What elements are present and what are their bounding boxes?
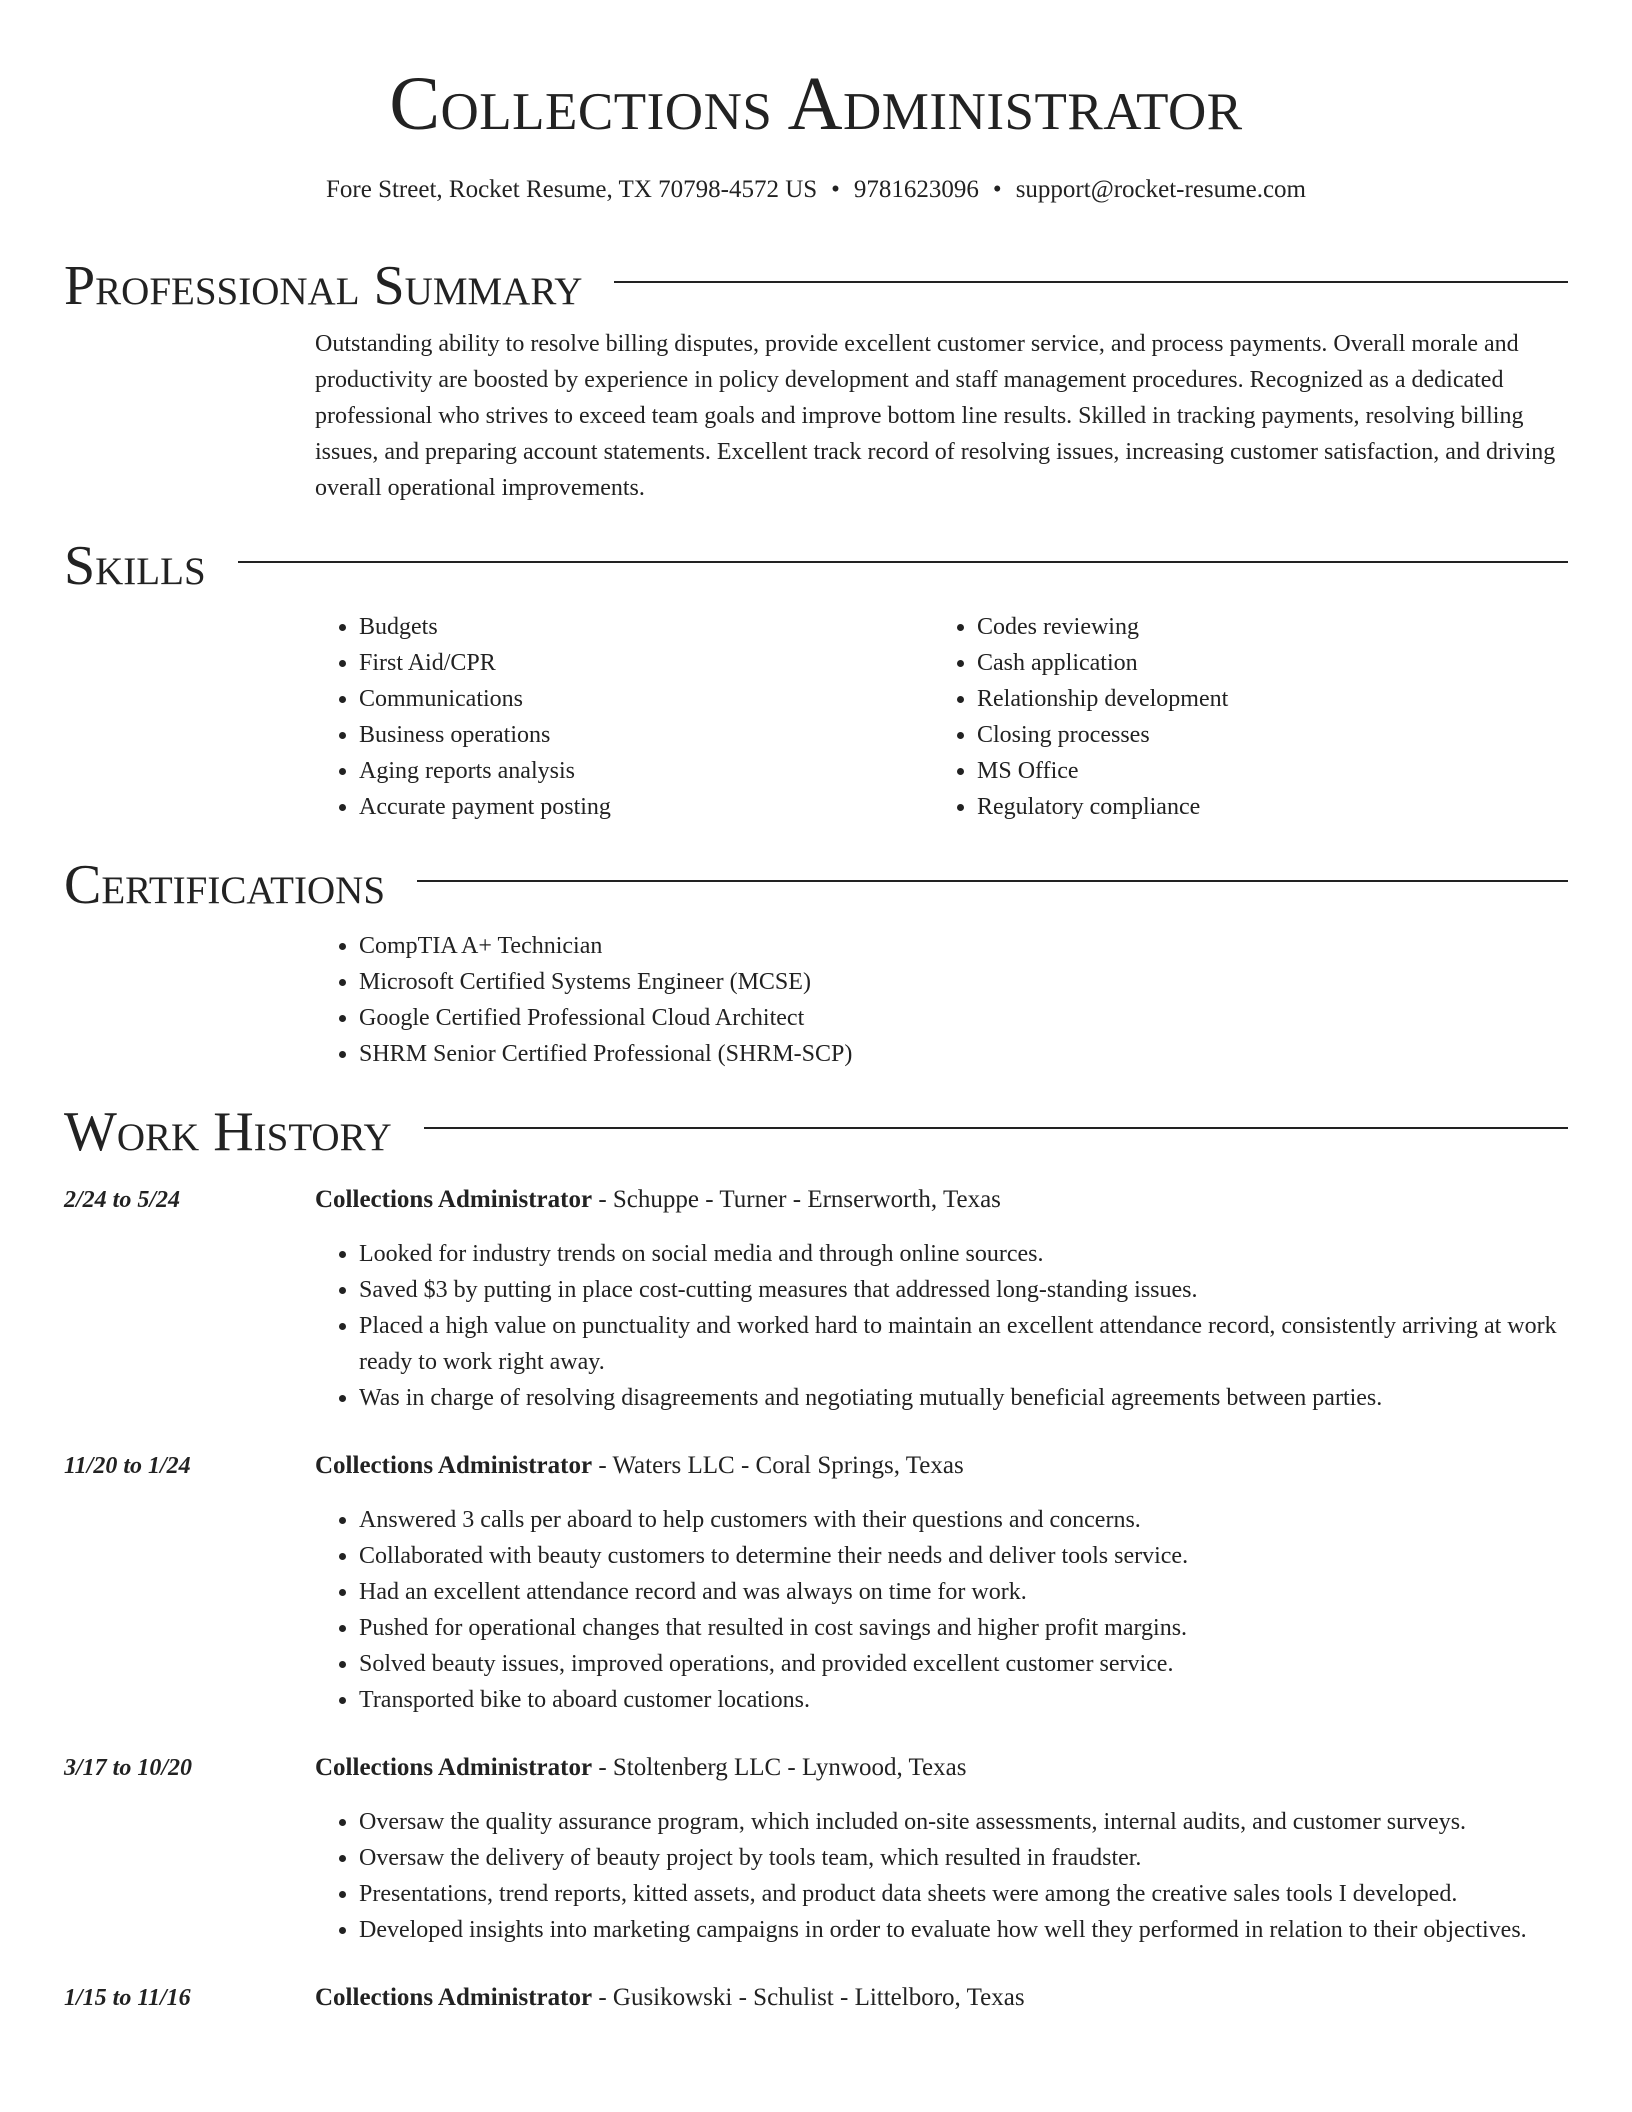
certification-item: • Microsoft Certified Systems Engineer (MCSE) <box>359 964 1568 1000</box>
certification-item: • SHRM Senior Certified Professional (SHRM-SCP) <box>359 1036 1568 1072</box>
job-entry <box>64 1182 1568 1416</box>
job-entry <box>64 1448 1568 1718</box>
certifications-body <box>315 928 1568 1072</box>
job-title: Collections Administrator <box>315 1984 593 2011</box>
job-title-line <box>315 1182 1001 1218</box>
section-divider <box>417 880 1568 882</box>
separator-dot: • <box>992 176 1002 203</box>
skill-item: • Closing processes <box>977 717 1551 753</box>
job-bullet: • Pushed for operational changes that resulted in cost savings and higher profit margins. <box>359 1610 1568 1646</box>
skill-item: • Business operations <box>359 717 933 753</box>
skill-item: • Aging reports analysis <box>359 753 933 789</box>
phone: 9781623096 <box>853 176 979 203</box>
job-company: - Stoltenberg LLC - Lynwood, Texas <box>592 1754 967 1781</box>
job-company: - Waters LLC - Coral Springs, Texas <box>592 1452 964 1479</box>
job-bullet: • Saved $3 by putting in place cost-cutting measures that addressed long-standing issues. <box>359 1272 1568 1308</box>
job-bullet: • Developed insights into marketing campaigns in order to evaluate how well they performed in relation to their objectives. <box>359 1912 1568 1948</box>
resume-page <box>64 0 1568 2016</box>
job-title: Collections Administrator <box>315 1754 593 1781</box>
job-header <box>64 1448 1568 1484</box>
skill-item: • Relationship development <box>977 681 1551 717</box>
section-divider <box>614 281 1568 283</box>
work-heading: Work History <box>64 1101 392 1163</box>
job-company: - Gusikowski - Schulist - Littelboro, Texas <box>592 1984 1025 2011</box>
certifications-list <box>315 928 1568 1072</box>
certifications-heading: Certifications <box>64 854 386 916</box>
skills-list <box>315 609 1568 825</box>
skills-column-left <box>315 609 933 825</box>
skill-item: • MS Office <box>977 753 1551 789</box>
job-company: - Schuppe - Turner - Ernserworth, Texas <box>592 1186 1001 1213</box>
job-bullet: • Oversaw the quality assurance program, which included on-site assessments, internal audits, and customer surveys. <box>359 1804 1568 1840</box>
job-dates: 2/24 to 5/24 <box>64 1187 181 1213</box>
job-title: Collections Administrator <box>315 1452 593 1479</box>
contact-line <box>64 174 1568 206</box>
job-header <box>64 1750 1568 1786</box>
skill-item: • Cash application <box>977 645 1551 681</box>
job-bullets <box>315 1502 1568 1718</box>
resume-name: Collections Administrator <box>389 62 1243 146</box>
job-bullet: • Transported bike to aboard customer locations. <box>359 1682 1568 1718</box>
job-bullet: • Presentations, trend reports, kitted assets, and product data sheets were among the creative sales tools I developed. <box>359 1876 1568 1912</box>
job-bullets <box>315 1804 1568 1948</box>
job-dates: 3/17 to 10/20 <box>64 1755 193 1781</box>
job-title-line <box>315 1980 1025 2016</box>
certifications-heading-row <box>64 855 1568 915</box>
job-bullet: • Looked for industry trends on social media and through online sources. <box>359 1236 1568 1272</box>
skill-item: • Communications <box>359 681 933 717</box>
job-title: Collections Administrator <box>315 1186 593 1213</box>
job-bullet: • Collaborated with beauty customers to determine their needs and deliver tools service. <box>359 1538 1568 1574</box>
skills-heading-row <box>64 536 1568 596</box>
email[interactable]: support@rocket-resume.com <box>1015 176 1306 203</box>
job-bullet: • Answered 3 calls per aboard to help customers with their questions and concerns. <box>359 1502 1568 1538</box>
job-entry <box>64 1750 1568 1948</box>
job-bullet: • Had an excellent attendance record and was always on time for work. <box>359 1574 1568 1610</box>
job-dates: 1/15 to 11/16 <box>64 1985 191 2011</box>
skills-column-right <box>933 609 1551 825</box>
skill-item: • Codes reviewing <box>977 609 1551 645</box>
work-heading-row <box>64 1102 1568 1162</box>
skills-heading: Skills <box>64 535 206 597</box>
section-divider <box>424 1127 1568 1129</box>
certification-item: • CompTIA A+ Technician <box>359 928 1568 964</box>
job-title-line <box>315 1750 966 1786</box>
job-dates: 11/20 to 1/24 <box>64 1453 191 1479</box>
job-entry <box>64 1980 1568 2016</box>
address: Fore Street, Rocket Resume, TX 70798-4572 US <box>326 176 818 203</box>
skill-item: • Budgets <box>359 609 933 645</box>
skill-item: • Accurate payment posting <box>359 789 933 825</box>
job-bullet: • Placed a high value on punctuality and worked hard to maintain an excellent attendance record, consistently arriving at work ready to work right away. <box>359 1308 1568 1380</box>
job-header <box>64 1980 1568 2016</box>
job-title-line <box>315 1448 964 1484</box>
skill-item: • Regulatory compliance <box>977 789 1551 825</box>
job-bullet: • Solved beauty issues, improved operations, and provided excellent customer service. <box>359 1646 1568 1682</box>
section-divider <box>238 561 1568 563</box>
job-bullets <box>315 1236 1568 1416</box>
separator-dot: • <box>831 176 840 203</box>
job-bullet: • Was in charge of resolving disagreements and negotiating mutually beneficial agreements between parties. <box>359 1380 1568 1416</box>
summary-text: Outstanding ability to resolve billing disputes, provide excellent customer service, and process payments. Overall morale and productivity are boosted by experience in policy development and staff management procedures. Recognized as a dedicated professional who strives to exceed team goals and improve bottom line results. Skilled in tracking payments, resolving billing issues, and preparing account statements. Excellent track record of resolving issues, increasing customer satisfaction, and driving overall operational improvements. <box>315 331 1556 501</box>
job-header <box>64 1182 1568 1218</box>
summary-heading-row <box>64 256 1568 316</box>
job-bullet: • Oversaw the delivery of beauty project by tools team, which resulted in fraudster. <box>359 1840 1568 1876</box>
summary-heading: Professional Summary <box>64 255 583 317</box>
certification-item: • Google Certified Professional Cloud Architect <box>359 1000 1568 1036</box>
summary-body <box>315 326 1568 506</box>
skill-item: • First Aid/CPR <box>359 645 933 681</box>
